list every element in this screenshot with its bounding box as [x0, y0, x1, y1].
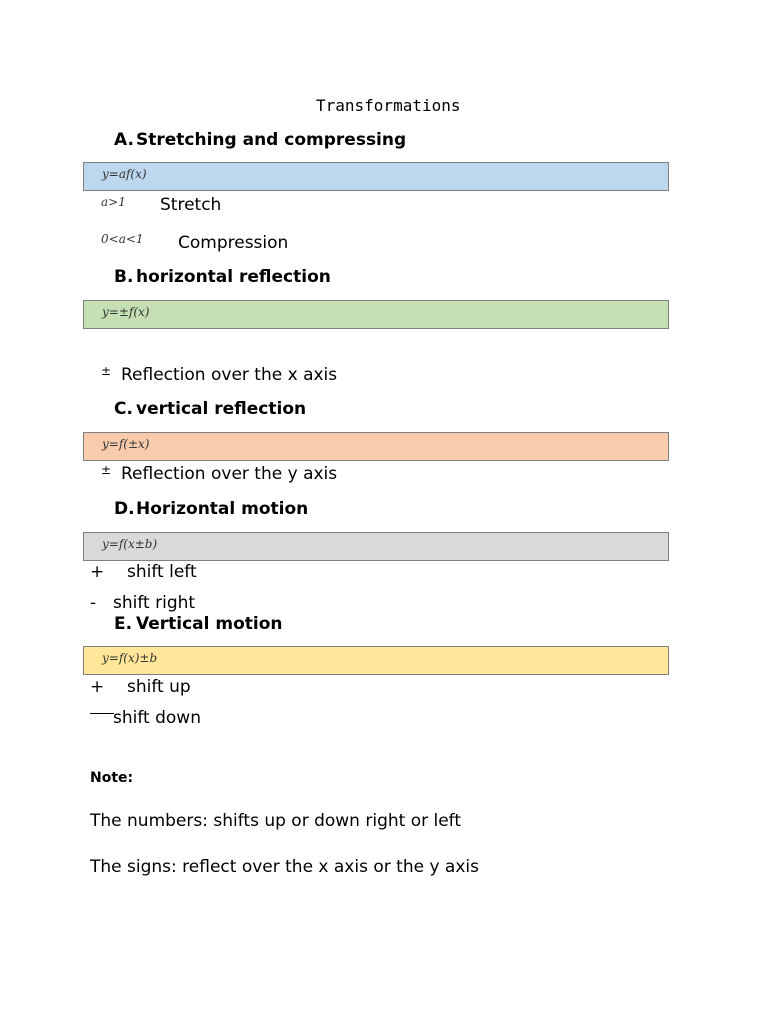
section-b-formula: y=±f(x) — [102, 305, 150, 319]
section-a-formula-box — [83, 162, 669, 191]
section-c-row-1-text: Reflection over the y axis — [121, 464, 338, 484]
section-b-row-1-text: Reflection over the x axis — [121, 365, 338, 385]
section-d-row-2-text: shift right — [113, 593, 196, 613]
section-a-condition-1: a>1 — [101, 195, 126, 209]
section-e-minus-line — [90, 713, 114, 714]
section-e-letter: E. — [114, 614, 133, 634]
section-c-title: vertical reflection — [136, 399, 307, 419]
section-c-formula: y=f(±x) — [102, 437, 150, 451]
note-line-1: The numbers: shifts up or down right or left — [90, 811, 462, 831]
section-a-heading — [114, 130, 406, 150]
section-b-sign: ± — [101, 364, 112, 378]
section-e-row-1-text: shift up — [127, 677, 191, 697]
note-line-2: The signs: reflect over the x axis or the y axis — [90, 857, 479, 877]
section-c-formula-box — [83, 432, 669, 461]
section-e-title: Vertical motion — [136, 614, 283, 634]
section-a-condition-2: 0<a<1 — [101, 232, 144, 246]
section-c-heading — [114, 399, 306, 419]
section-d-formula-box — [83, 532, 669, 561]
section-a-formula: y=af(x) — [102, 167, 147, 181]
section-d-minus-sign: - — [90, 593, 97, 613]
section-d-title: Horizontal motion — [136, 499, 309, 519]
section-c-sign: ± — [101, 463, 112, 477]
section-d-letter: D. — [114, 499, 135, 519]
section-a-letter: A. — [114, 130, 134, 150]
section-e-formula: y=f(x)±b — [102, 651, 158, 665]
section-d-row-1-text: shift left — [127, 562, 197, 582]
section-b-letter: B. — [114, 267, 134, 287]
section-a-title: Stretching and compressing — [136, 130, 407, 150]
section-e-plus-sign: + — [90, 677, 105, 697]
section-e-formula-box — [83, 646, 669, 675]
section-c-letter: C. — [114, 399, 133, 419]
section-d-heading — [114, 499, 308, 519]
section-e-row-2-text: shift down — [113, 708, 201, 728]
section-a-row-2-text: Compression — [178, 233, 289, 253]
note-label: Note: — [90, 770, 134, 786]
section-d-plus-sign: + — [90, 562, 105, 582]
section-d-formula: y=f(x±b) — [102, 537, 158, 551]
section-b-title: horizontal reflection — [136, 267, 331, 287]
section-a-row-1-text: Stretch — [160, 195, 222, 215]
section-b-heading — [114, 267, 331, 287]
section-b-formula-box — [83, 300, 669, 329]
section-e-heading — [114, 614, 283, 634]
page-title: Transformations — [316, 96, 461, 115]
